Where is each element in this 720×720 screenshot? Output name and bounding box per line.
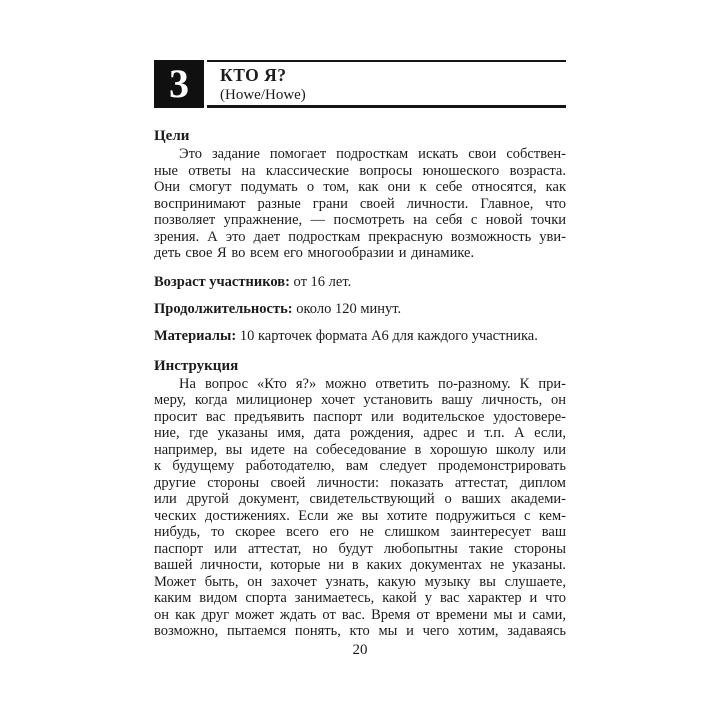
- meta-age-label: Возраст участников:: [154, 273, 290, 290]
- goals-paragraph: [154, 146, 566, 262]
- text-line: зрения. А это дает подросткам прекрасную возможность уви-: [154, 228, 566, 245]
- text-block: [154, 60, 566, 640]
- text-line: Может быть, он захочет узнать, какую музыку вы слушаете,: [154, 573, 566, 590]
- text-line: вашей личности, которые ни в каких документах не указаны.: [154, 557, 566, 573]
- text-line: воспринимают разные грани своей личности. Главное, что: [154, 195, 566, 212]
- meta-materials-label: Материалы:: [154, 327, 237, 344]
- text-line: он как друг может ждать от вас. Время от времени мы и сами,: [154, 606, 566, 623]
- text-line: возможно, пытаемся понять, кто мы и чего хотим, задаваясь: [154, 623, 566, 639]
- meta-materials-value: 10 карточек формата А6 для каждого участника.: [236, 327, 538, 344]
- chapter-title: КТО Я?: [220, 65, 287, 85]
- text-line: например, вы идете на собеседование в хорошую школу или: [154, 441, 566, 458]
- meta-duration: [154, 301, 566, 318]
- meta-age-value: от 16 лет.: [289, 273, 352, 290]
- text-line: деть свое Я во всем его многообразии и динамике.: [154, 245, 475, 261]
- text-line: нибудь, то скорее всего его не слишком заинтересует ваш: [154, 524, 566, 540]
- text-line: ные ответы на классические вопросы юношеского возраста.: [154, 162, 566, 179]
- text-line: позволяет упражнение, — посмотреть на себя с новой точки: [154, 212, 566, 228]
- text-line: меру, когда милиционер хочет установить вашу личность, он: [154, 392, 566, 408]
- instruction-heading: Инструкция: [154, 357, 239, 374]
- text-line: На вопрос «Кто я?» можно ответить по-разному. К при-: [179, 375, 566, 392]
- meta-materials: [154, 328, 566, 345]
- text-line: каким видом спорта занимаетесь, какой у вас характер и что: [154, 590, 566, 606]
- chapter-number: 3: [169, 61, 189, 106]
- text-line: ческих достижениях. Если же вы хотите подружиться с кем-: [154, 507, 566, 524]
- meta-age: [154, 274, 566, 291]
- meta-block: [154, 274, 566, 345]
- text-line: просит вас предъявить паспорт или водительское удостовере-: [154, 408, 566, 425]
- chapter-title-box: [207, 60, 566, 108]
- text-line: паспорт или аттестат, но будут любопытны такие стороны: [154, 540, 566, 557]
- instruction-paragraph: [154, 376, 566, 640]
- page-number: 20: [352, 642, 368, 658]
- text-line: Они смогут подумать о том, как они к себе относятся, как: [154, 179, 566, 195]
- text-line: другие стороны своей личности: показать аттестат, диплом: [154, 474, 566, 491]
- goals-heading: Цели: [154, 128, 190, 144]
- meta-duration-label: Продолжительность:: [154, 300, 293, 317]
- text-line: к будущему работодателю, вам следует продемонстрировать: [154, 458, 566, 474]
- text-line: или другой документ, свидетельствующий о ваших академи-: [154, 491, 566, 507]
- chapter-source: (Howe/Howe): [220, 87, 306, 103]
- meta-duration-value: около 120 минут.: [292, 300, 402, 317]
- chapter-header: [154, 60, 566, 108]
- text-line: ние, где указаны имя, дата рождения, адрес и т.п. А если,: [154, 425, 566, 441]
- text-line: Это задание помогает подросткам искать свои собствен-: [179, 146, 566, 162]
- chapter-number-box: [154, 60, 204, 108]
